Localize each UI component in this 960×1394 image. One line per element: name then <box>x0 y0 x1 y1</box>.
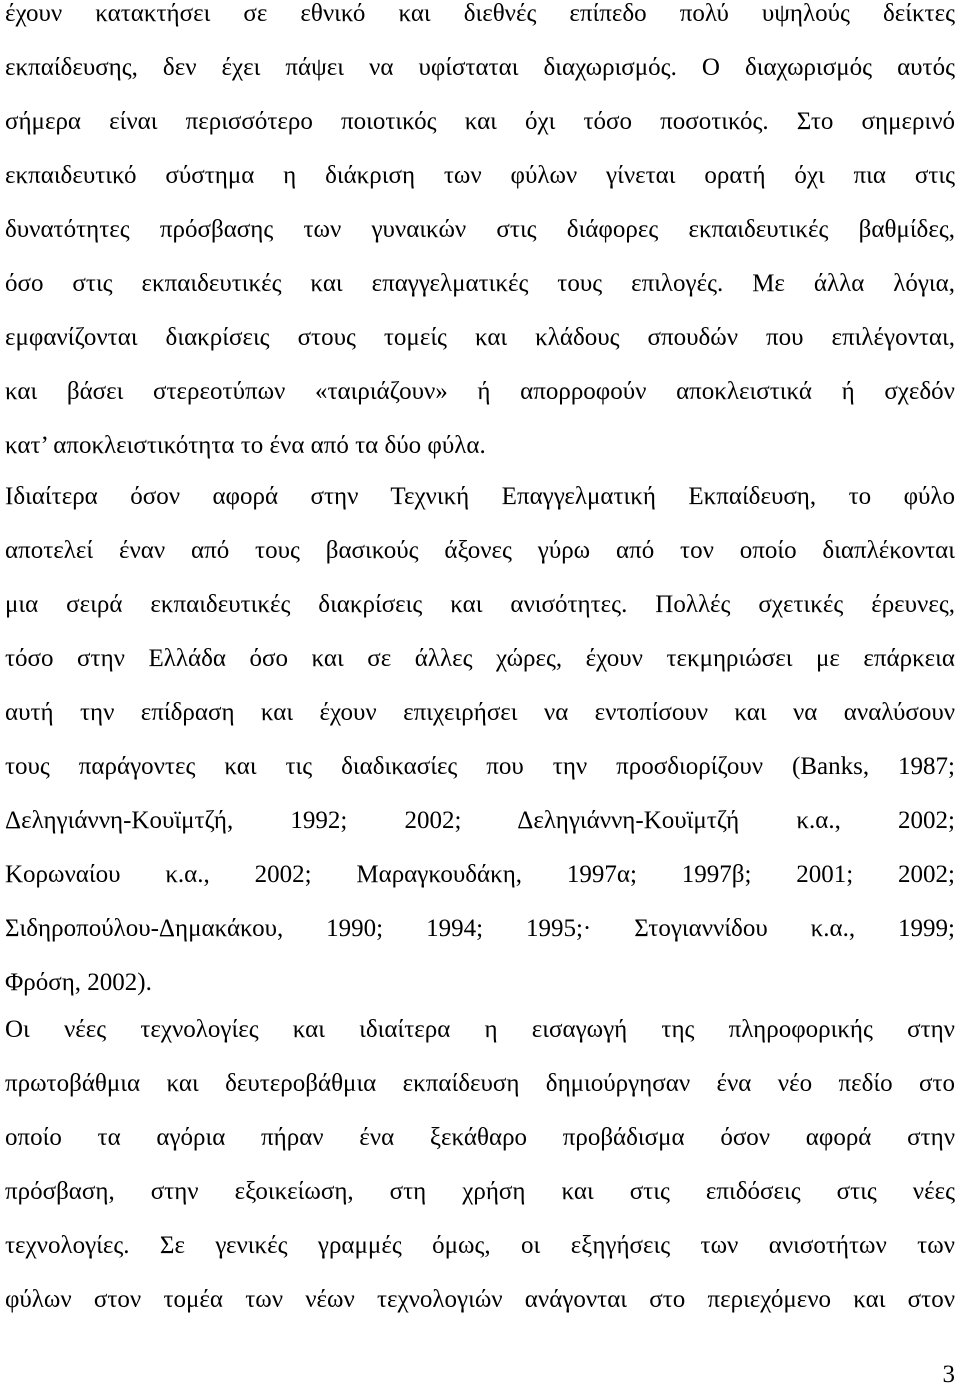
text-line: τους παράγοντες και τις διαδικασίες που την προσδιορίζουν (Banks, 1987; <box>5 753 955 780</box>
text-line: πρωτοβάθμια και δευτεροβάθμια εκπαίδευση δημιούργησαν ένα νέο πεδίο στο <box>5 1070 955 1097</box>
text-line: εκπαίδευσης, δεν έχει πάψει να υφίσταται διαχωρισμός. Ο διαχωρισμός αυτός <box>5 54 955 81</box>
text-line: όσο στις εκπαιδευτικές και επαγγελματικές τους επιλογές. Με άλλα λόγια, <box>5 270 955 297</box>
text-line: Κορωναίου κ.α., 2002; Μαραγκουδάκη, 1997α; 1997β; 2001; 2002; <box>5 861 955 888</box>
text-line: φύλων στον τομέα των νέων τεχνολογιών ανάγονται στο περιεχόμενο και στον <box>5 1286 955 1313</box>
paragraph-3 <box>5 1003 955 1327</box>
text-line: μια σειρά εκπαιδευτικές διακρίσεις και ανισότητες. Πολλές σχετικές έρευνες, <box>5 591 955 618</box>
text-line: δυνατότητες πρόσβασης των γυναικών στις διάφορες εκπαιδευτικές βαθμίδες, <box>5 216 955 243</box>
text-line: αυτή την επίδραση και έχουν επιχειρήσει να εντοπίσουν και να αναλύσουν <box>5 699 955 726</box>
text-line: εκπαιδευτικό σύστημα η διάκριση των φύλων γίνεται ορατή όχι πια στις <box>5 162 955 189</box>
text-line: τόσο στην Ελλάδα όσο και σε άλλες χώρες, έχουν τεκμηριώσει με επάρκεια <box>5 645 955 672</box>
text-line: Ιδιαίτερα όσον αφορά στην Τεχνική Επαγγελματική Εκπαίδευση, το φύλο <box>5 483 955 510</box>
paragraph-2 <box>5 470 955 1010</box>
text-line: Οι νέες τεχνολογίες και ιδιαίτερα η εισαγωγή της πληροφορικής στην <box>5 1016 955 1043</box>
text-line: Δεληγιάννη-Κουϊμτζή, 1992; 2002; Δεληγιάννη-Κουϊμτζή κ.α., 2002; <box>5 807 955 834</box>
page-number: 3 <box>942 1361 955 1388</box>
text-line: πρόσβαση, στην εξοικείωση, στη χρήση και στις επιδόσεις στις νέες <box>5 1178 955 1205</box>
text-line: Σιδηροπούλου-Δημακάκου, 1990; 1994; 1995;· Στογιαννίδου κ.α., 1999; <box>5 915 955 942</box>
text-line: Φρόση, 2002). <box>5 969 152 996</box>
text-line: και βάσει στερεοτύπων «ταιριάζουν» ή απορροφούν αποκλειστικά ή σχεδόν <box>5 378 955 405</box>
text-line: έχουν κατακτήσει σε εθνικό και διεθνές επίπεδο πολύ υψηλούς δείκτες <box>5 0 955 27</box>
text-line: τεχνολογίες. Σε γενικές γραμμές όμως, οι εξηγήσεις των ανισοτήτων των <box>5 1232 955 1259</box>
text-line: κατ’ αποκλειστικότητα το ένα από τα δύο φύλα. <box>5 432 486 459</box>
text-line: αποτελεί έναν από τους βασικούς άξονες γύρω από τον οποίο διαπλέκονται <box>5 537 955 564</box>
text-line: σήμερα είναι περισσότερο ποιοτικός και όχι τόσο ποσοτικός. Στο σημερινό <box>5 108 955 135</box>
text-line: εμφανίζονται διακρίσεις στους τομείς και κλάδους σπουδών που επιλέγονται, <box>5 324 955 351</box>
text-line: οποίο τα αγόρια πήραν ένα ξεκάθαρο προβάδισμα όσον αφορά στην <box>5 1124 955 1151</box>
paragraph-1 <box>5 0 955 473</box>
